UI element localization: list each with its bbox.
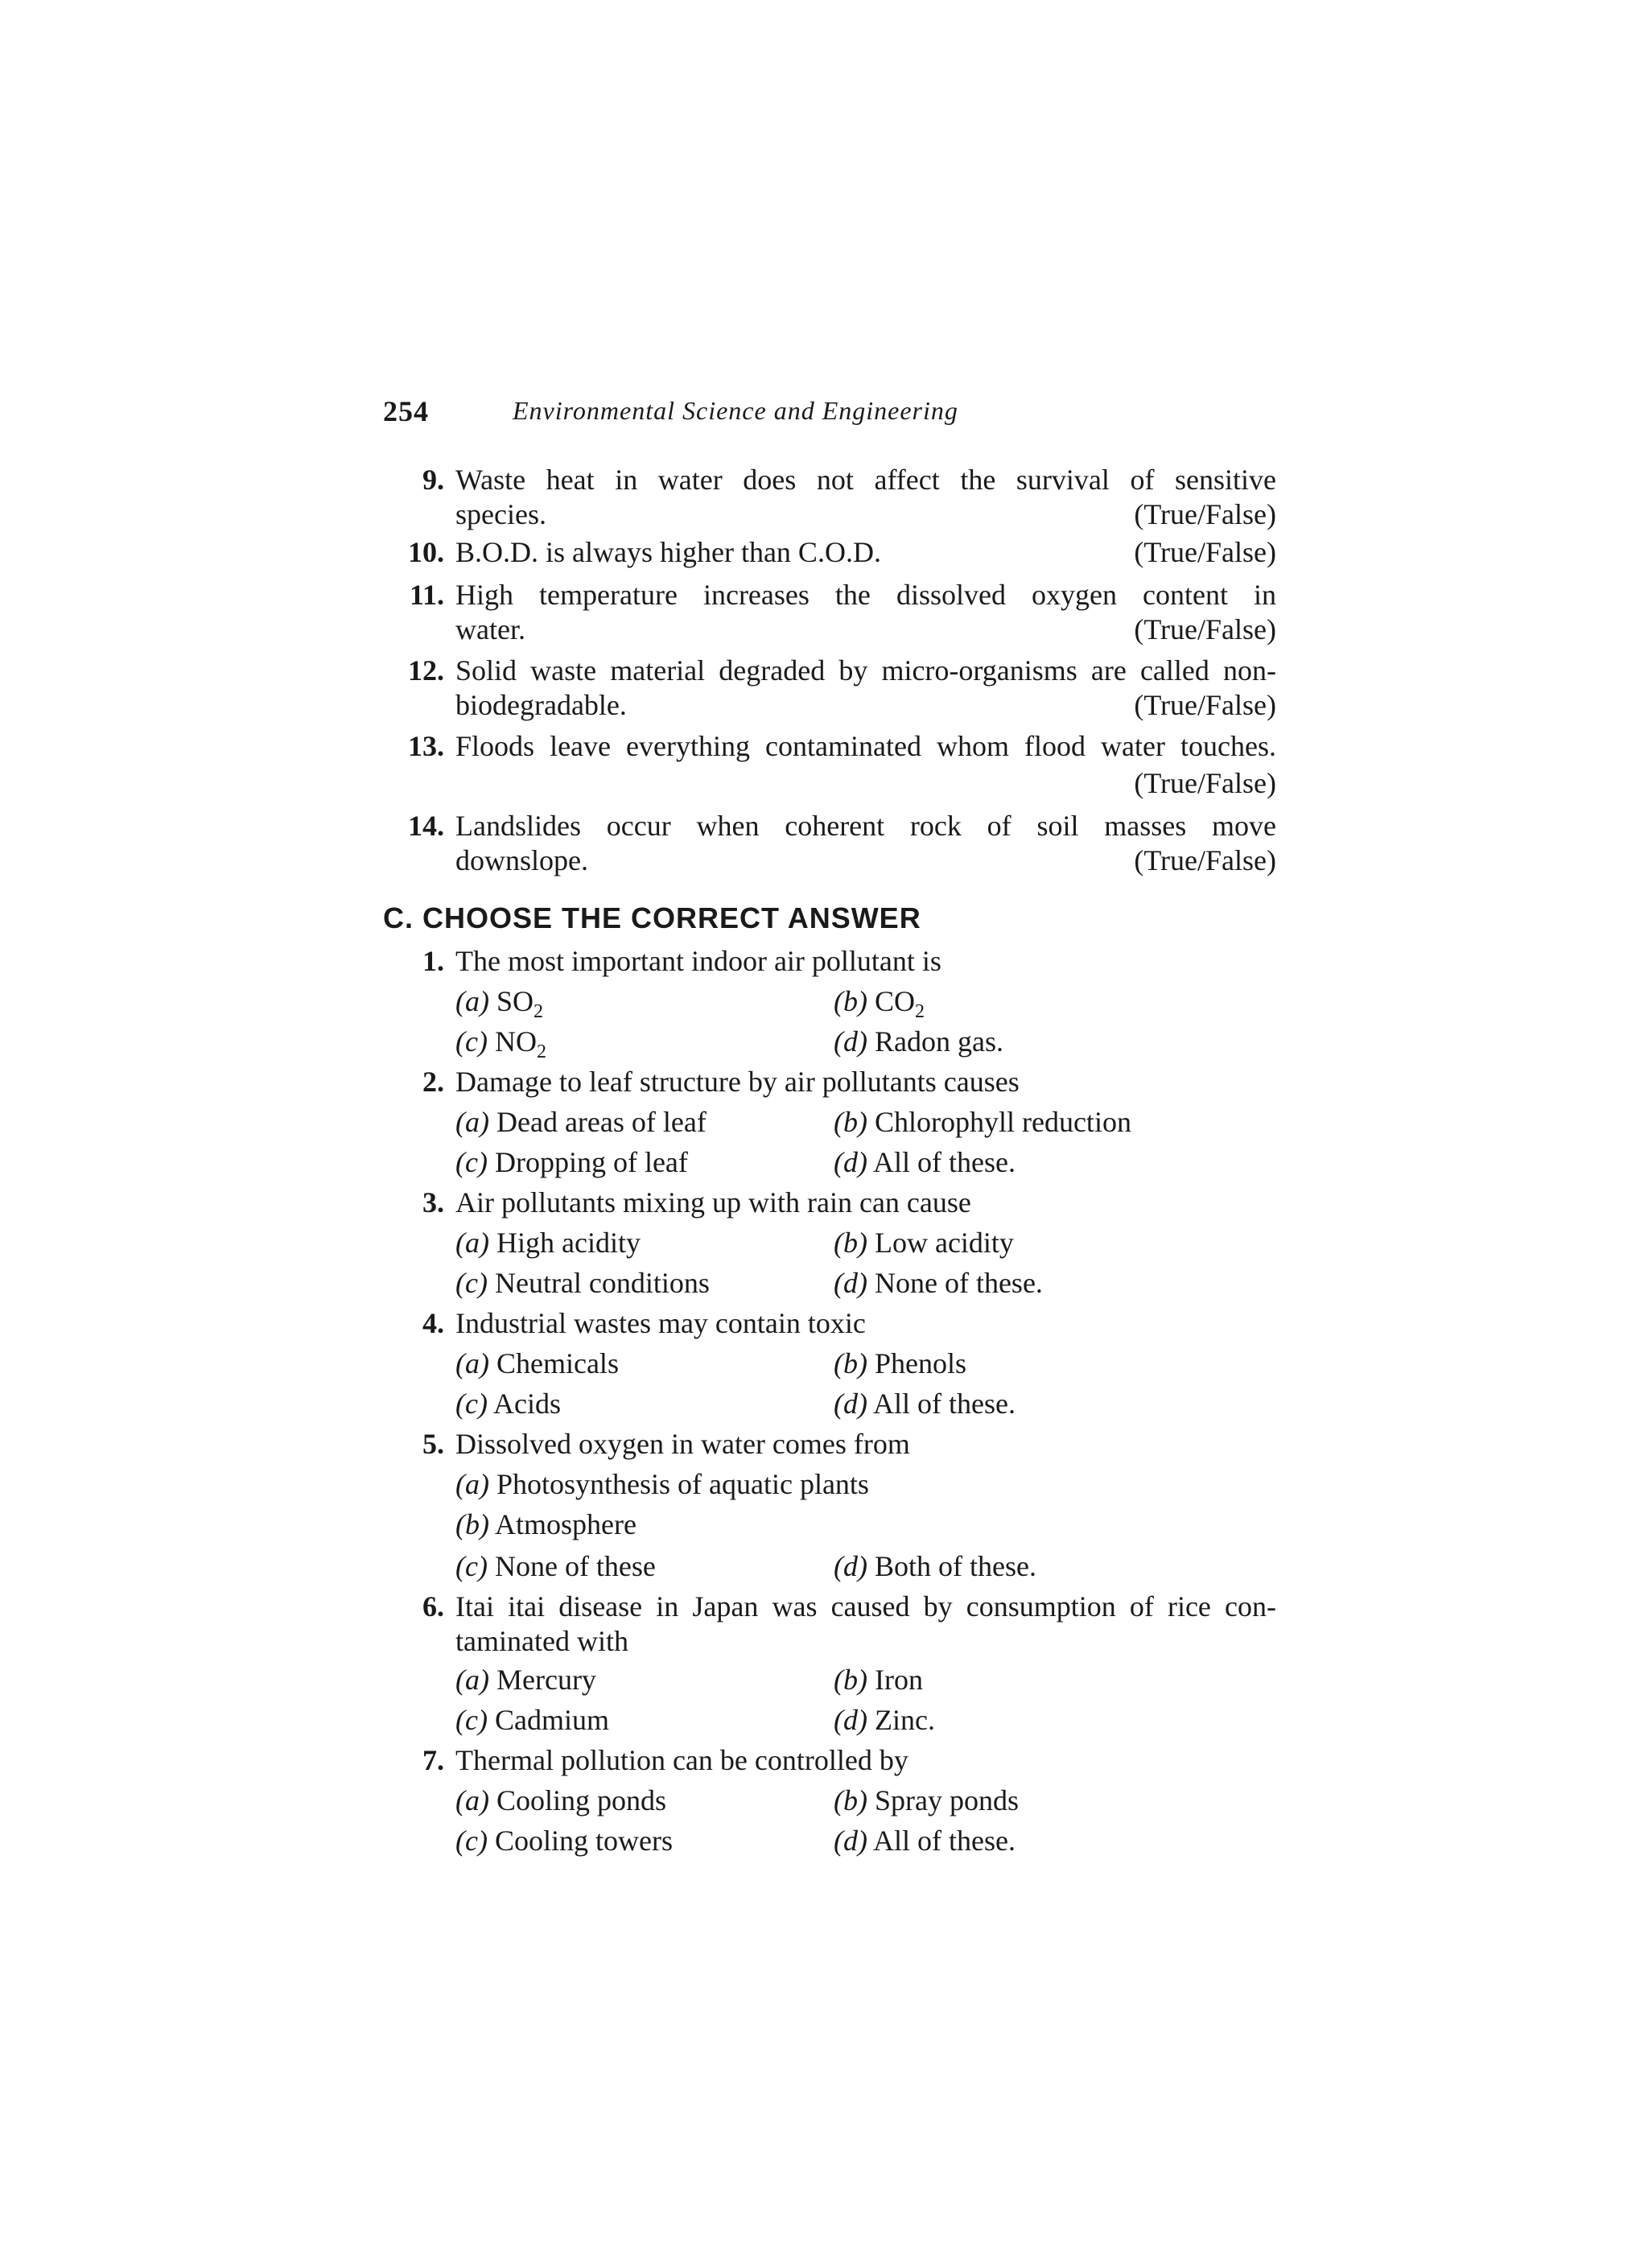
tf-item-11	[383, 578, 1276, 647]
option-letter: (c)	[455, 1825, 488, 1857]
tf-item-12	[383, 654, 1276, 723]
option-label: CO	[874, 985, 915, 1017]
option-label: All of these.	[873, 1388, 1016, 1420]
option-b	[455, 1507, 637, 1542]
option-letter: (a)	[455, 1106, 489, 1138]
question-text-cont: taminated with	[455, 1625, 628, 1657]
option-letter: (a)	[455, 1468, 489, 1500]
option-letter: (b)	[834, 1784, 867, 1816]
option-label: Low acidity	[874, 1227, 1014, 1259]
question-text: Itai itai disease in Japan was caused by consumption of rice con-	[455, 1590, 1276, 1623]
option-letter: (d)	[834, 1146, 867, 1178]
question-text: The most important indoor air pollutant is	[455, 945, 941, 977]
item-text: Landslides occur when coherent rock of soil masses move	[455, 810, 1276, 842]
option-letter: (b)	[834, 985, 867, 1017]
item-number: 11.	[409, 579, 444, 611]
item-number: 13.	[408, 730, 444, 762]
option-d	[834, 1266, 1043, 1301]
item-number: 14.	[408, 810, 444, 842]
option-letter: (a)	[455, 1784, 489, 1816]
option-label: NO	[494, 1025, 537, 1058]
option-label: Mercury	[496, 1664, 596, 1696]
option-label: Cadmium	[494, 1704, 609, 1736]
question-number: 4.	[422, 1307, 444, 1339]
true-false-tag: (True/False)	[1134, 844, 1276, 876]
option-b	[834, 984, 925, 1022]
tf-item-14	[383, 809, 1276, 878]
page-number: 254	[383, 395, 429, 427]
option-d	[834, 1025, 1003, 1059]
option-d	[834, 1824, 1016, 1858]
option-c	[455, 1266, 710, 1301]
option-b	[834, 1346, 966, 1381]
question-number: 3.	[422, 1186, 444, 1219]
running-title: Environmental Science and Engineering	[513, 396, 958, 425]
option-d	[834, 1703, 935, 1738]
option-d	[834, 1549, 1036, 1584]
question-2	[383, 1065, 1276, 1099]
option-b	[834, 1663, 923, 1697]
option-letter: (c)	[455, 1267, 488, 1299]
option-a	[455, 1226, 641, 1260]
section-heading: C. CHOOSE THE CORRECT ANSWER	[383, 901, 921, 934]
item-text: Floods leave everything contaminated whom flood water touches.	[455, 730, 1276, 762]
option-letter: (d)	[834, 1704, 867, 1736]
option-subscript: 2	[536, 1041, 546, 1062]
true-false-tag: (True/False)	[1134, 536, 1276, 568]
option-label: None of these.	[874, 1267, 1043, 1299]
option-d	[834, 1145, 1016, 1180]
item-text: B.O.D. is always higher than C.O.D.	[455, 536, 881, 568]
option-label: Zinc.	[874, 1704, 935, 1736]
option-label: Phenols	[874, 1347, 966, 1379]
option-c	[455, 1549, 656, 1584]
question-text: Dissolved oxygen in water comes from	[455, 1428, 910, 1460]
item-text: Waste heat in water does not affect the survival of sensitive	[455, 464, 1276, 496]
option-letter: (b)	[834, 1347, 867, 1379]
option-c	[455, 1025, 546, 1062]
option-subscript: 2	[534, 1001, 544, 1022]
option-letter: (d)	[834, 1388, 867, 1420]
item-text-cont: species.	[455, 498, 546, 530]
true-false-tag: (True/False)	[1134, 767, 1276, 799]
question-number: 1.	[422, 945, 444, 977]
item-text-cont: biodegradable.	[455, 689, 627, 721]
option-label: Atmosphere	[495, 1508, 637, 1540]
option-label: All of these.	[873, 1825, 1016, 1857]
question-4	[383, 1306, 1276, 1341]
question-5	[383, 1427, 1276, 1462]
option-label: Photosynthesis of aquatic plants	[496, 1468, 869, 1500]
question-1	[383, 944, 1276, 979]
option-c	[455, 1703, 609, 1738]
question-text: Damage to leaf structure by air pollutants causes	[455, 1066, 1020, 1098]
true-false-tag: (True/False)	[1134, 689, 1276, 721]
option-letter: (b)	[455, 1508, 489, 1540]
question-7	[383, 1743, 1276, 1778]
option-a	[455, 1346, 619, 1381]
option-label: Dropping of leaf	[494, 1146, 688, 1178]
item-text: High temperature increases the dissolved oxygen content in	[455, 579, 1276, 611]
question-text: Industrial wastes may contain toxic	[455, 1307, 866, 1339]
option-b	[834, 1105, 1131, 1140]
option-label: Spray ponds	[874, 1784, 1019, 1816]
question-text: Air pollutants mixing up with rain can cause	[455, 1186, 971, 1219]
option-label: SO	[496, 985, 534, 1017]
option-label: Chemicals	[496, 1347, 619, 1379]
option-letter: (c)	[455, 1704, 488, 1736]
page-header	[383, 394, 1276, 435]
option-letter: (d)	[834, 1550, 867, 1582]
item-text: Solid waste material degraded by micro-organisms are called non-	[455, 654, 1276, 687]
option-c	[455, 1145, 688, 1180]
tf-item-9	[383, 463, 1276, 532]
option-label: Both of these.	[874, 1550, 1036, 1582]
option-letter: (b)	[834, 1227, 867, 1259]
option-c	[455, 1387, 561, 1421]
tf-item-10	[383, 535, 1276, 570]
tf-item-13	[383, 729, 1276, 798]
option-letter: (c)	[455, 1146, 488, 1178]
option-letter: (c)	[455, 1388, 488, 1420]
option-letter: (d)	[834, 1267, 867, 1299]
option-letter: (b)	[834, 1106, 867, 1138]
option-a	[455, 984, 544, 1022]
question-number: 2.	[422, 1066, 444, 1098]
option-label: Cooling ponds	[496, 1784, 667, 1816]
option-letter: (d)	[834, 1825, 867, 1857]
item-text-cont: downslope.	[455, 844, 588, 876]
option-letter: (a)	[455, 1347, 489, 1379]
option-b	[834, 1226, 1014, 1260]
option-a	[455, 1105, 707, 1140]
item-number: 10.	[408, 536, 444, 568]
option-label: None of these	[494, 1550, 656, 1582]
option-c	[455, 1824, 673, 1858]
option-b	[834, 1783, 1019, 1818]
option-a	[455, 1467, 869, 1502]
option-letter: (d)	[834, 1025, 867, 1058]
item-number: 9.	[422, 464, 444, 496]
item-number: 12.	[408, 654, 444, 687]
option-letter: (b)	[834, 1664, 867, 1696]
option-label: All of these.	[873, 1146, 1016, 1178]
option-label: High acidity	[496, 1227, 641, 1259]
option-letter: (a)	[455, 1664, 489, 1696]
option-letter: (c)	[455, 1550, 488, 1582]
option-label: Chlorophyll reduction	[874, 1106, 1131, 1138]
item-text-cont: water.	[455, 613, 525, 645]
option-label: Neutral conditions	[494, 1267, 710, 1299]
option-letter: (a)	[455, 1227, 489, 1259]
option-a	[455, 1663, 596, 1697]
option-label: Radon gas.	[874, 1025, 1003, 1058]
question-6	[383, 1590, 1276, 1659]
option-label: Dead areas of leaf	[496, 1106, 707, 1138]
option-subscript: 2	[915, 1001, 925, 1022]
option-d	[834, 1387, 1016, 1421]
option-letter: (a)	[455, 985, 489, 1017]
question-3	[383, 1186, 1276, 1220]
question-number: 5.	[422, 1428, 444, 1460]
option-label: Acids	[492, 1388, 561, 1420]
option-a	[455, 1783, 666, 1818]
option-label: Cooling towers	[494, 1825, 673, 1857]
option-label: Iron	[874, 1664, 923, 1696]
option-letter: (c)	[455, 1025, 488, 1058]
true-false-tag: (True/False)	[1134, 613, 1276, 645]
question-text: Thermal pollution can be controlled by	[455, 1744, 908, 1776]
true-false-tag: (True/False)	[1134, 498, 1276, 530]
question-number: 6.	[422, 1590, 444, 1623]
question-number: 7.	[422, 1744, 444, 1776]
